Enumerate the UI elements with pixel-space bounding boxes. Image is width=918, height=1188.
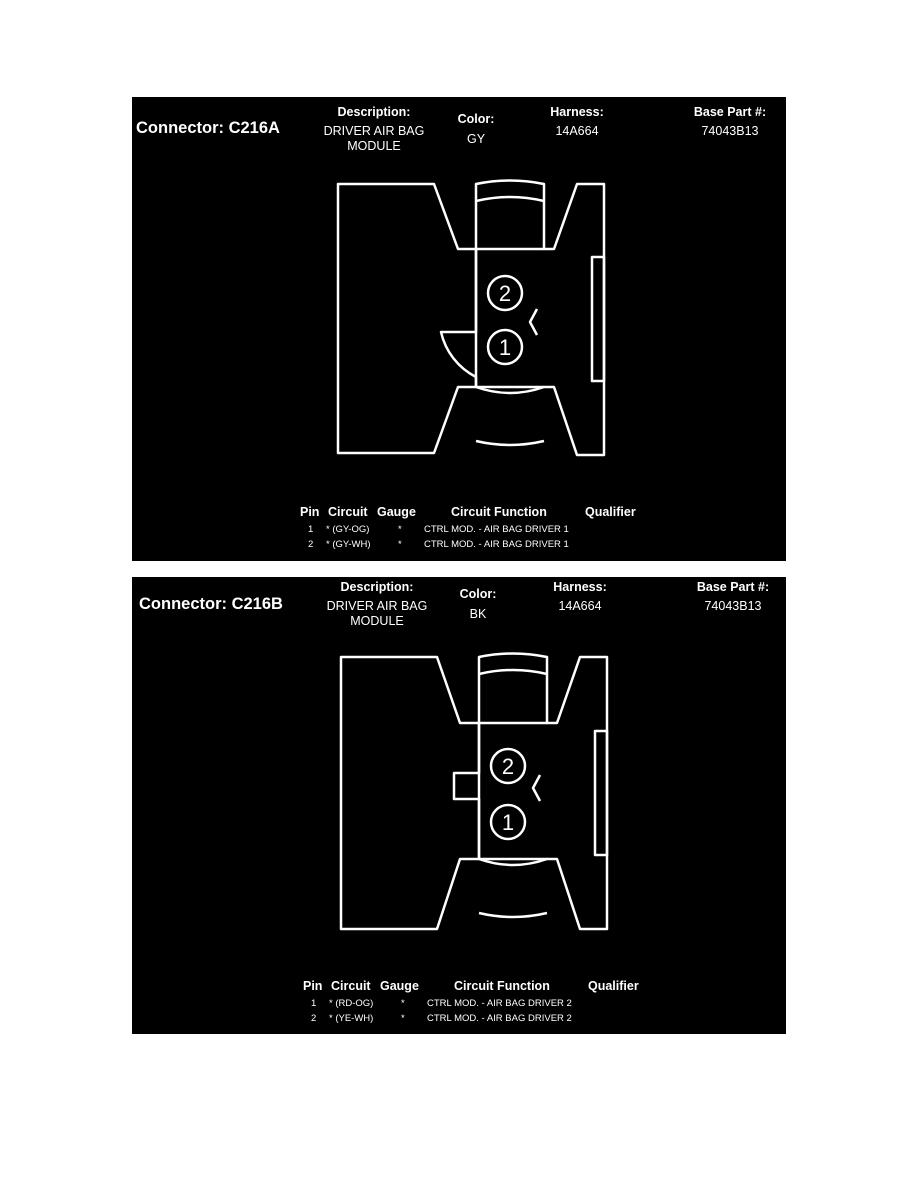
side-slot — [592, 257, 604, 381]
connector-housing-outline — [341, 657, 479, 929]
description-label: Description: — [340, 580, 414, 594]
side-slot — [595, 731, 607, 855]
latch-rib-top — [476, 197, 544, 201]
connector-title: Connector: C216B — [139, 595, 283, 613]
pin-1-label: 1 — [501, 810, 515, 835]
pin-gauge: * — [401, 998, 405, 1009]
pin-circuit: * (GY-OG) — [326, 524, 370, 535]
base-part-value: 74043B13 — [701, 124, 759, 138]
base-part-label: Base Part #: — [693, 105, 767, 119]
connector-title: Connector: C216A — [136, 119, 280, 137]
description-line-1: DRIVER AIR BAG — [323, 124, 425, 138]
col-circuit-function: Circuit Function — [454, 979, 550, 993]
connector-latch-outline — [476, 181, 604, 456]
pin-circuit: * (GY-WH) — [326, 539, 371, 550]
description-label: Description: — [337, 105, 411, 119]
description-line-2: MODULE — [347, 139, 401, 153]
pin-gauge: * — [398, 524, 402, 535]
col-qualifier: Qualifier — [588, 979, 639, 993]
col-qualifier: Qualifier — [585, 505, 636, 519]
pin-function: CTRL MOD. - AIR BAG DRIVER 2 — [427, 998, 572, 1009]
pin-divider-notch — [533, 775, 540, 801]
pin-divider-notch — [530, 309, 537, 335]
col-circuit-function: Circuit Function — [451, 505, 547, 519]
color-label: Color: — [457, 112, 495, 126]
col-pin: Pin — [300, 505, 320, 519]
pin-circuit: * (YE-WH) — [329, 1013, 374, 1024]
harness-label: Harness: — [553, 580, 607, 594]
pin-2-label: 2 — [501, 754, 515, 779]
pin-circuit: * (RD-OG) — [329, 998, 374, 1009]
harness-value: 14A664 — [558, 599, 602, 613]
pin-number: 1 — [311, 998, 317, 1009]
harness-value: 14A664 — [555, 124, 599, 138]
pin-gauge: * — [401, 1013, 405, 1024]
color-label: Color: — [459, 587, 497, 601]
description-line-2: MODULE — [350, 614, 404, 628]
pin-gauge: * — [398, 539, 402, 550]
connector-face-diagram — [132, 97, 786, 561]
pin-number: 2 — [311, 1013, 317, 1024]
connector-panel-c216a — [132, 97, 786, 561]
pin-function: CTRL MOD. - AIR BAG DRIVER 1 — [424, 539, 569, 550]
col-gauge: Gauge — [380, 979, 419, 993]
color-value: BK — [469, 607, 487, 621]
color-value: GY — [466, 132, 486, 146]
pin-number: 2 — [308, 539, 314, 550]
connector-latch-outline — [479, 654, 607, 930]
pin-2-label: 2 — [498, 281, 512, 306]
base-part-label: Base Part #: — [696, 580, 770, 594]
connector-housing-outline — [338, 184, 476, 453]
connector-face-diagram — [132, 577, 786, 1034]
pin-1-label: 1 — [498, 335, 512, 360]
description-line-1: DRIVER AIR BAG — [326, 599, 428, 613]
latch-rib-bottom — [479, 913, 547, 917]
col-circuit: Circuit — [331, 979, 371, 993]
base-part-value: 74043B13 — [704, 599, 762, 613]
col-gauge: Gauge — [377, 505, 416, 519]
col-pin: Pin — [303, 979, 323, 993]
harness-label: Harness: — [550, 105, 604, 119]
connector-panel-c216b — [132, 577, 786, 1034]
pin-function: CTRL MOD. - AIR BAG DRIVER 2 — [427, 1013, 572, 1024]
latch-rib-bottom — [476, 441, 544, 445]
col-circuit: Circuit — [328, 505, 368, 519]
pin-function: CTRL MOD. - AIR BAG DRIVER 1 — [424, 524, 569, 535]
latch-rib-top — [479, 670, 547, 674]
pin-number: 1 — [308, 524, 314, 535]
